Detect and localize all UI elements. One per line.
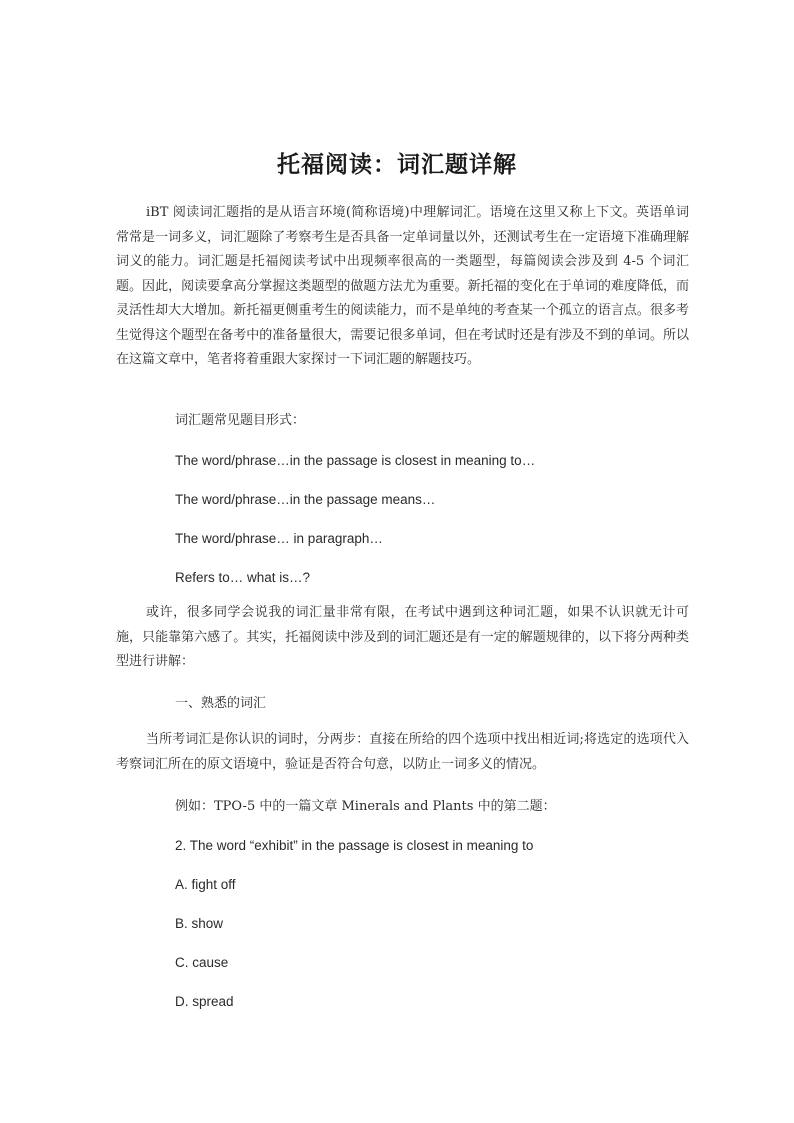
example-question: 2. The word “exhibit” in the passage is closest in meaning to — [175, 838, 534, 853]
section-heading: 一、熟悉的词汇 — [175, 696, 267, 711]
intro-paragraph: iBT 阅读词汇题指的是从语言环境(简称语境)中理解词汇。语境在这里又称上下文。英语单词常常是一词多义，词汇题除了考察考生是否具备一定单词量以外，还测试考生在一定语境下准确理解词义的能力。词汇题是托福阅读考试中出现频率很高的一类题型，每篇阅读会涉及到 4-5 个词汇题。因此，阅读要拿高分掌握这类题型的做题方法尤为重要。新托福的变化在于单词的难度降低，而灵活性却大大增加。新托福更侧重考生的阅读能力，而不是单纯的考查某一个孤立的语言点。很多考生觉得这个题型在备考中的准备量很大，需要记很多单词，但在考试时还是有涉及不到的单词。所以在这篇文章中，笔者将着重跟大家探讨一下词汇题的解题技巧。 — [116, 205, 689, 367]
forms-heading: 词汇题常见题目形式： — [175, 413, 306, 428]
transition-paragraph: 或许，很多同学会说我的词汇量非常有限，在考试中遇到这种词汇题，如果不认识就无计可施，只能靠第六感了。其实，托福阅读中涉及到的词汇题还是有一定的解题规律的，以下将分两种类型进行讲解： — [116, 605, 689, 669]
question-form-3: The word/phrase… in paragraph… — [175, 531, 383, 546]
option-a: A. fight off — [175, 877, 236, 892]
question-form-2: The word/phrase…in the passage means… — [175, 492, 436, 507]
example-intro: 例如：TPO-5 中的一篇文章 Minerals and Plants 中的第二题： — [175, 799, 556, 814]
option-c: C. cause — [175, 955, 229, 970]
question-form-4: Refers to… what is…? — [175, 570, 311, 585]
section-paragraph: 当所考词汇是你认识的词时，分两步：直接在所给的四个选项中找出相近词;将选定的选项代入考察词汇所在的原文语境中，验证是否符合句意，以防止一词多义的情况。 — [116, 732, 689, 772]
question-form-1: The word/phrase…in the passage is closest in meaning to… — [175, 453, 536, 468]
option-d: D. spread — [175, 994, 234, 1009]
page-title: 托福阅读：词汇题详解 — [277, 152, 517, 178]
option-b: B. show — [175, 916, 224, 931]
